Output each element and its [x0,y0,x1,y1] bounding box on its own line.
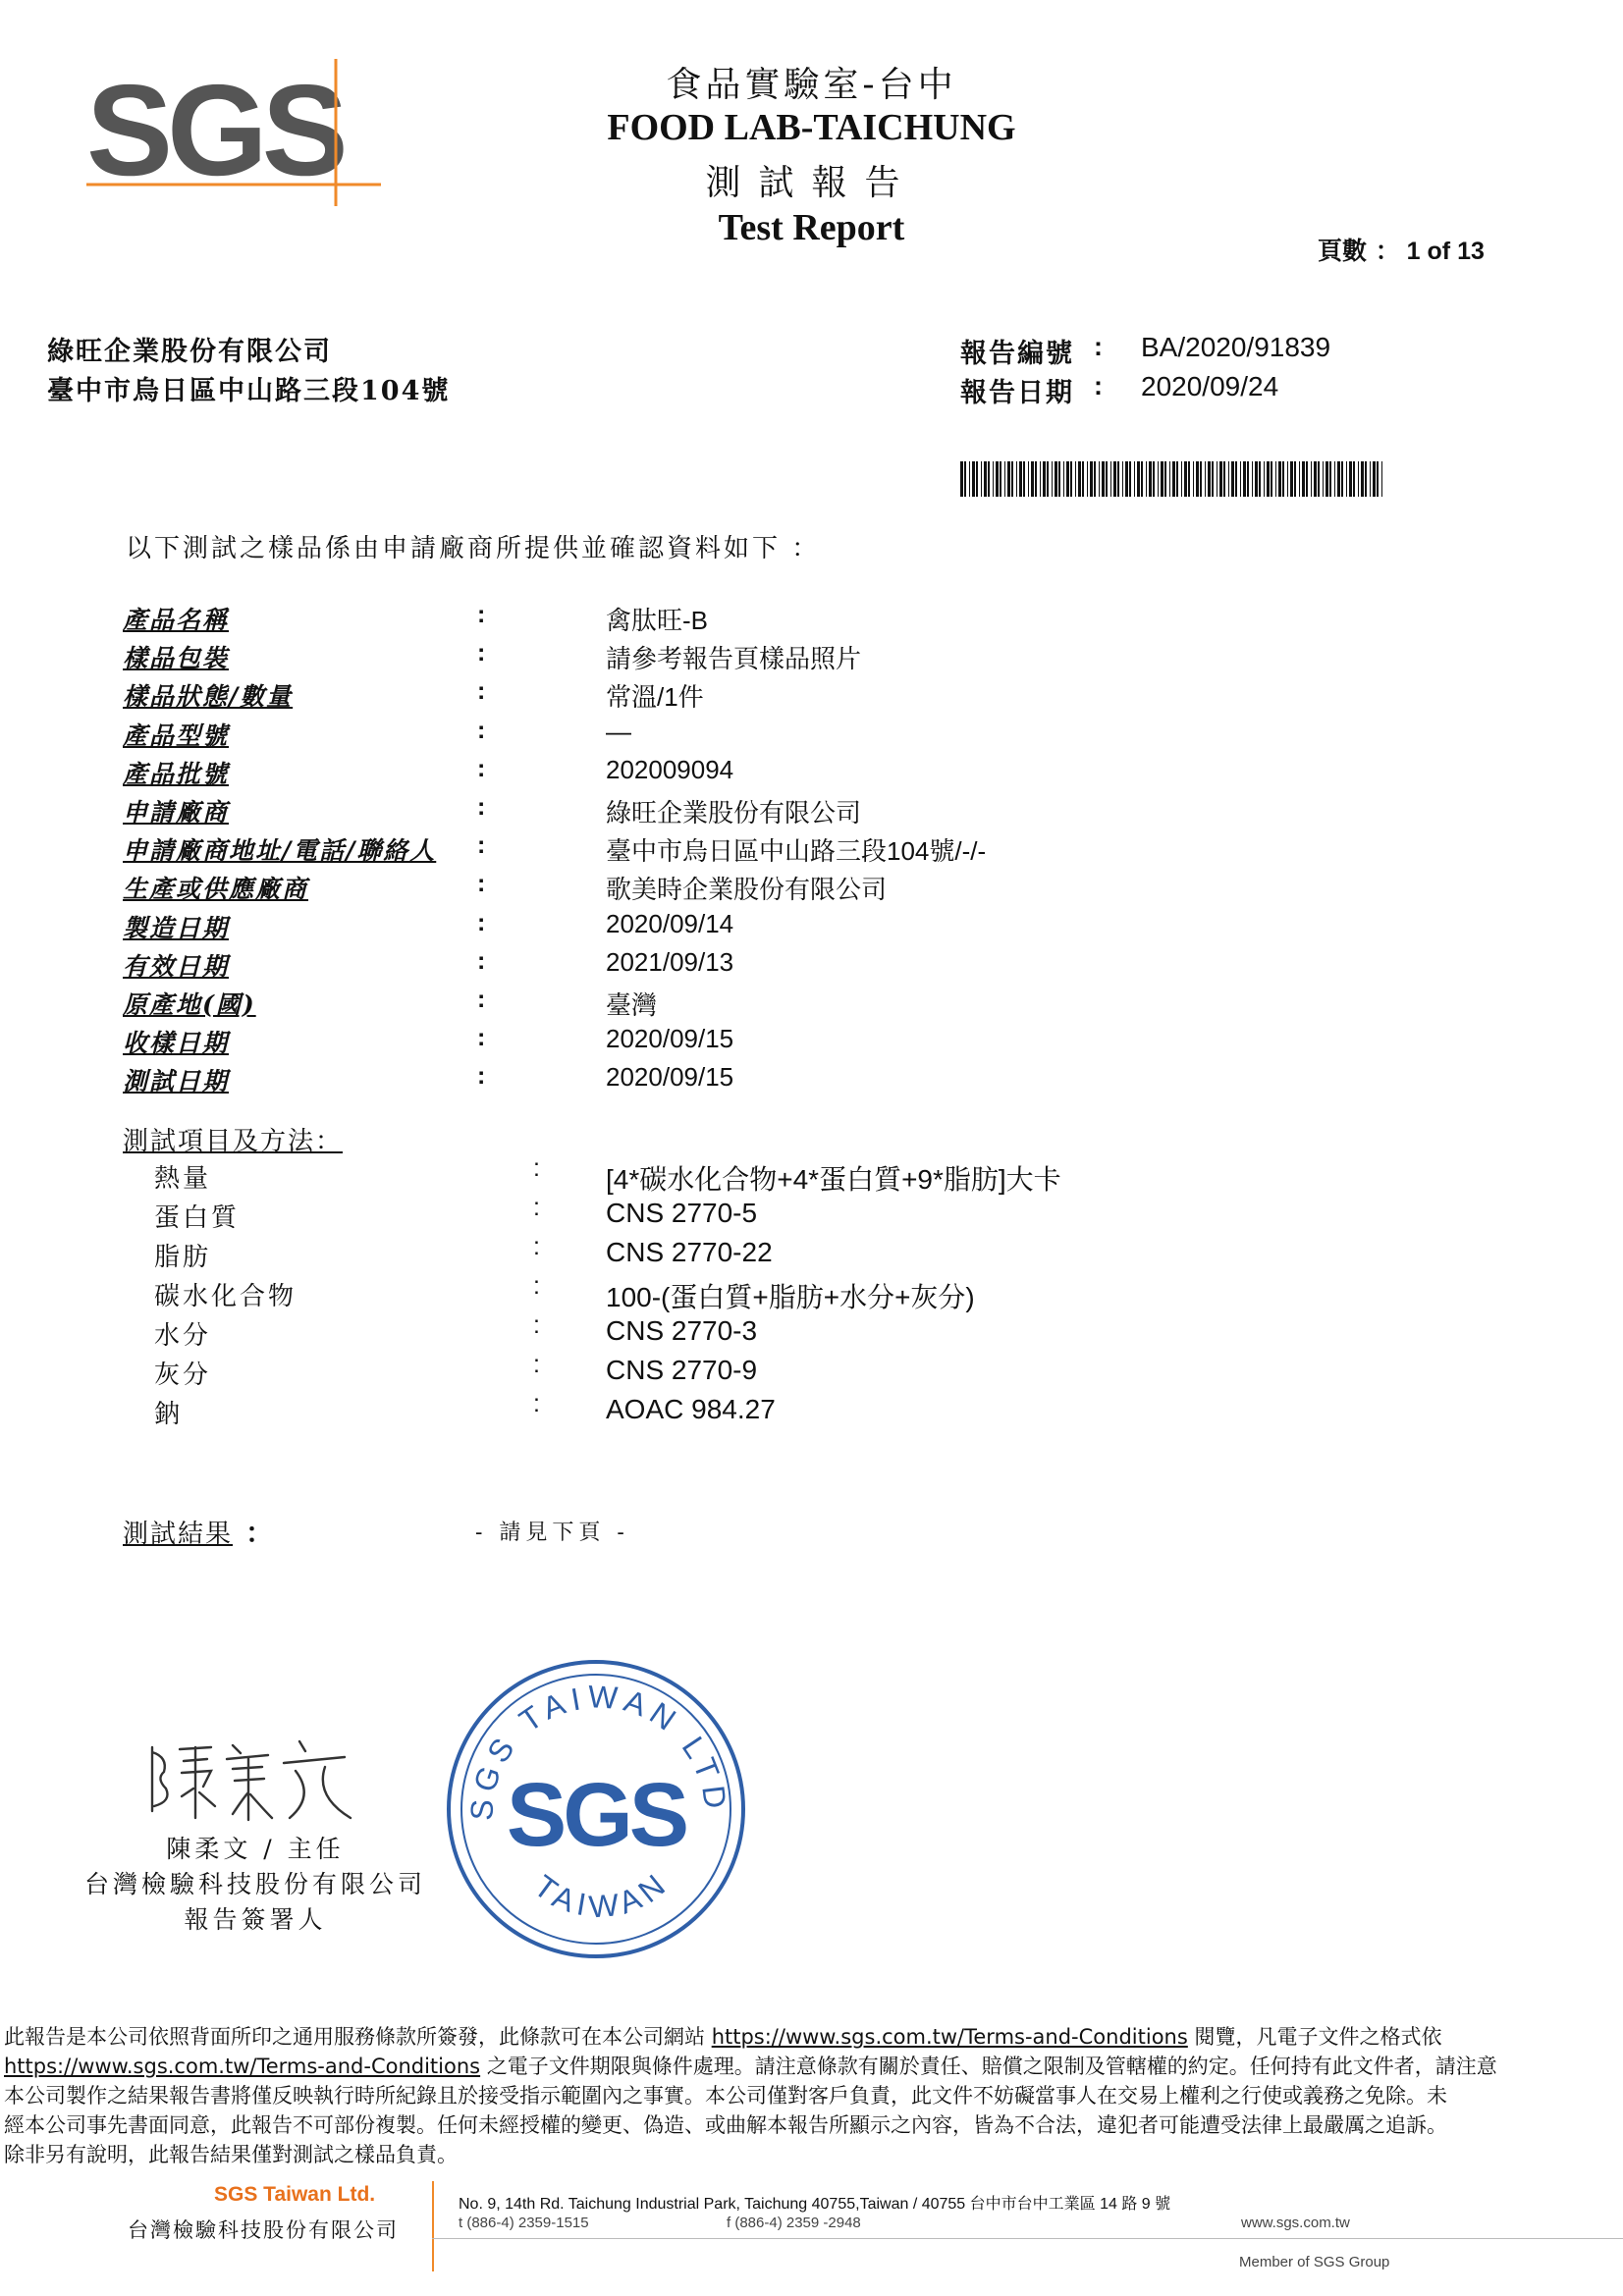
sample-info-colon: : [477,601,486,628]
stamp-center-text: SGS [506,1765,686,1865]
terms-link-2[interactable]: https://www.sgs.com.tw/Terms-and-Conditions [4,2055,481,2078]
method-item-label: 灰分 [154,1361,212,1390]
sample-info-colon: : [477,755,486,782]
sample-info-colon: : [477,793,486,821]
results-note: - 請見下頁 - [475,1521,629,1545]
sample-info-value: — [606,717,631,746]
method-item-colon: : [533,1351,540,1378]
sample-info-value: 常溫/1件 [606,682,704,712]
disclaimer-line-2: https://www.sgs.com.tw/Terms-and-Conditions 之電子文件期限與條件處理。請注意條款有關於責任、賠償之限制及管轄權的約定。任何持有此文件者，請注意 [4,2055,1497,2078]
signatory-role: 報告簽署人 [184,1905,327,1934]
stamp-bottom-text: TAIWAN [527,1863,676,1925]
sample-info-label: 收樣日期 [123,1029,230,1057]
report-number-value: BA/2020/91839 [1141,332,1331,362]
method-item-colon: : [533,1233,540,1260]
report-title-zh: 測試報告 [705,163,918,203]
footer-fax: f (886-4) 2359 -2948 [727,2215,861,2231]
sample-info-value: 2020/09/14 [606,909,734,938]
sample-info-colon: : [477,677,486,705]
sgs-taiwan-stamp [444,1654,748,1963]
sample-info-label: 樣品包裝 [123,644,230,672]
methods-title: 測試項目及方法： [123,1127,344,1156]
sample-info-label: 測試日期 [123,1067,230,1095]
sample-info-colon: : [477,947,486,975]
report-date-colon: : [1094,371,1103,400]
report-title-en: Test Report [718,207,905,248]
method-item-colon: : [533,1194,540,1221]
report-number-label: 報告編號 [960,339,1074,369]
lab-title-zh: 食品實驗室-台中 [666,65,957,105]
sample-info-value: 2021/09/13 [606,947,734,977]
results-title: 測試結果 [123,1520,234,1549]
sample-info-label: 有效日期 [123,952,230,981]
method-item-colon: : [533,1154,540,1182]
page-number-value: 1 of 13 [1406,238,1485,265]
sample-info-value: 禽肽旺-B [606,606,709,635]
method-item-label: 熱量 [154,1164,212,1194]
method-item-value: CNS 2770-3 [606,1315,758,1346]
footer-address: No. 9, 14th Rd. Taichung Industrial Park, Taichung 40755,Taiwan / 40755 台中市台中工業區 14 路 9 號 [459,2196,1171,2213]
report-date-label: 報告日期 [960,378,1074,408]
sample-info-colon: : [477,717,486,744]
sample-info-value: 202009094 [606,755,734,784]
method-item-colon: : [533,1272,540,1300]
method-item-value: CNS 2770-5 [606,1198,758,1228]
sample-info-label: 原產地(國) [123,990,256,1019]
client-name: 綠旺企業股份有限公司 [47,337,332,367]
method-item-value: CNS 2770-9 [606,1355,758,1385]
sample-info-colon: : [477,909,486,936]
signatory-company: 台灣檢驗科技股份有限公司 [83,1870,426,1898]
sample-info-label: 生產或供應廠商 [123,875,309,903]
footer-divider [432,2181,434,2271]
method-item-label: 蛋白質 [154,1203,241,1233]
disclaimer-line-3: 本公司製作之結果報告書將僅反映執行時所紀錄且於接受指示範圍內之事實。本公司僅對客戶負責，此文件不妨礙當事人在交易上權利之行使或義務之免除。未 [4,2084,1447,2108]
lab-title-en: FOOD LAB-TAICHUNG [607,107,1016,148]
svg-text:TAIWAN [527,1864,676,1925]
method-item-colon: : [533,1390,540,1417]
sample-info-value: 臺灣 [606,990,658,1020]
svg-text:SGS: SGS [86,59,343,202]
handwritten-signature [142,1728,358,1831]
method-item-label: 脂肪 [154,1243,212,1272]
sample-info-value: 歌美時企業股份有限公司 [606,875,888,904]
footer-member: Member of SGS Group [1239,2254,1390,2270]
client-address: 臺中市烏日區中山路三段104號 [47,376,451,406]
method-item-value: AOAC 984.27 [606,1394,776,1424]
method-item-label: 碳水化合物 [154,1282,298,1311]
disclaimer-line-4: 經本公司事先書面同意，此報告不可部份複製。任何未經授權的變更、偽造、或曲解本報告所顯示之內容，皆為不合法，違犯者可能遭受法律上最嚴厲之追訴。 除非另有說明，此報告結果僅對測試之樣品負責。 [4,2113,1447,2166]
footer-company-zh: 台灣檢驗科技股份有限公司 [128,2218,399,2242]
sample-info-value: 綠旺企業股份有限公司 [606,798,862,828]
sample-info-colon: : [477,870,486,897]
method-item-value: [4*碳水化合物+4*蛋白質+9*脂肪]大卡 [606,1164,1061,1195]
sample-info-value: 2020/09/15 [606,1024,734,1053]
sample-info-colon: : [477,986,486,1013]
sample-info-value: 2020/09/15 [606,1062,734,1092]
sample-info-colon: : [477,1062,486,1090]
sample-info-label: 樣品狀態/數量 [123,682,294,711]
sample-info-label: 製造日期 [123,914,230,942]
disclaimer-line-1: 此報告是本公司依照背面所印之通用服務條款所簽發，此條款可在本公司網站 https://www.sgs.com.tw/Terms-and-Conditions 閱覽，凡電子文件之格式依 [4,2025,1442,2049]
method-item-label: 鈉 [154,1400,184,1429]
method-item-label: 水分 [154,1321,212,1351]
sample-info-label: 產品批號 [123,760,230,788]
report-date-value: 2020/09/24 [1141,371,1279,401]
footer-rule [432,2238,1623,2239]
sample-info-colon: : [477,639,486,667]
terms-link[interactable]: https://www.sgs.com.tw/Terms-and-Conditions [711,2025,1188,2049]
sample-info-colon: : [477,1024,486,1051]
report-number-colon: : [1094,332,1103,361]
sample-info-label: 申請廠商 [123,798,230,827]
results-colon: ： [245,1518,274,1548]
method-item-value: CNS 2770-22 [606,1237,773,1267]
footer-telephone: t (886-4) 2359-1515 [459,2215,589,2231]
sample-info-label: 產品名稱 [123,606,230,634]
sample-info-label: 產品型號 [123,721,230,750]
page-number-label: 頁數 ： [1318,237,1400,265]
sample-info-label: 申請廠商地址/電話/聯絡人 [123,836,437,865]
method-item-value: 100-(蛋白質+脂肪+水分+灰分) [606,1282,975,1312]
footer-company-en: SGS Taiwan Ltd. [214,2183,376,2206]
intro-text: 以下測試之樣品係由申請廠商所提供並確認資料如下 ： [126,534,821,563]
sample-info-value: 請參考報告頁樣品照片 [606,644,862,673]
signatory-name-title: 陳柔文 / 主任 [166,1835,345,1863]
method-item-colon: : [533,1311,540,1339]
sample-info-colon: : [477,831,486,859]
sample-info-value: 臺中市烏日區中山路三段104號/-/- [606,836,987,866]
report-barcode [960,461,1388,497]
page-number [1318,232,1485,267]
footer-website[interactable]: www.sgs.com.tw [1241,2215,1350,2231]
stamp-top-text: SGS TAIWAN LTD [463,1679,734,1822]
